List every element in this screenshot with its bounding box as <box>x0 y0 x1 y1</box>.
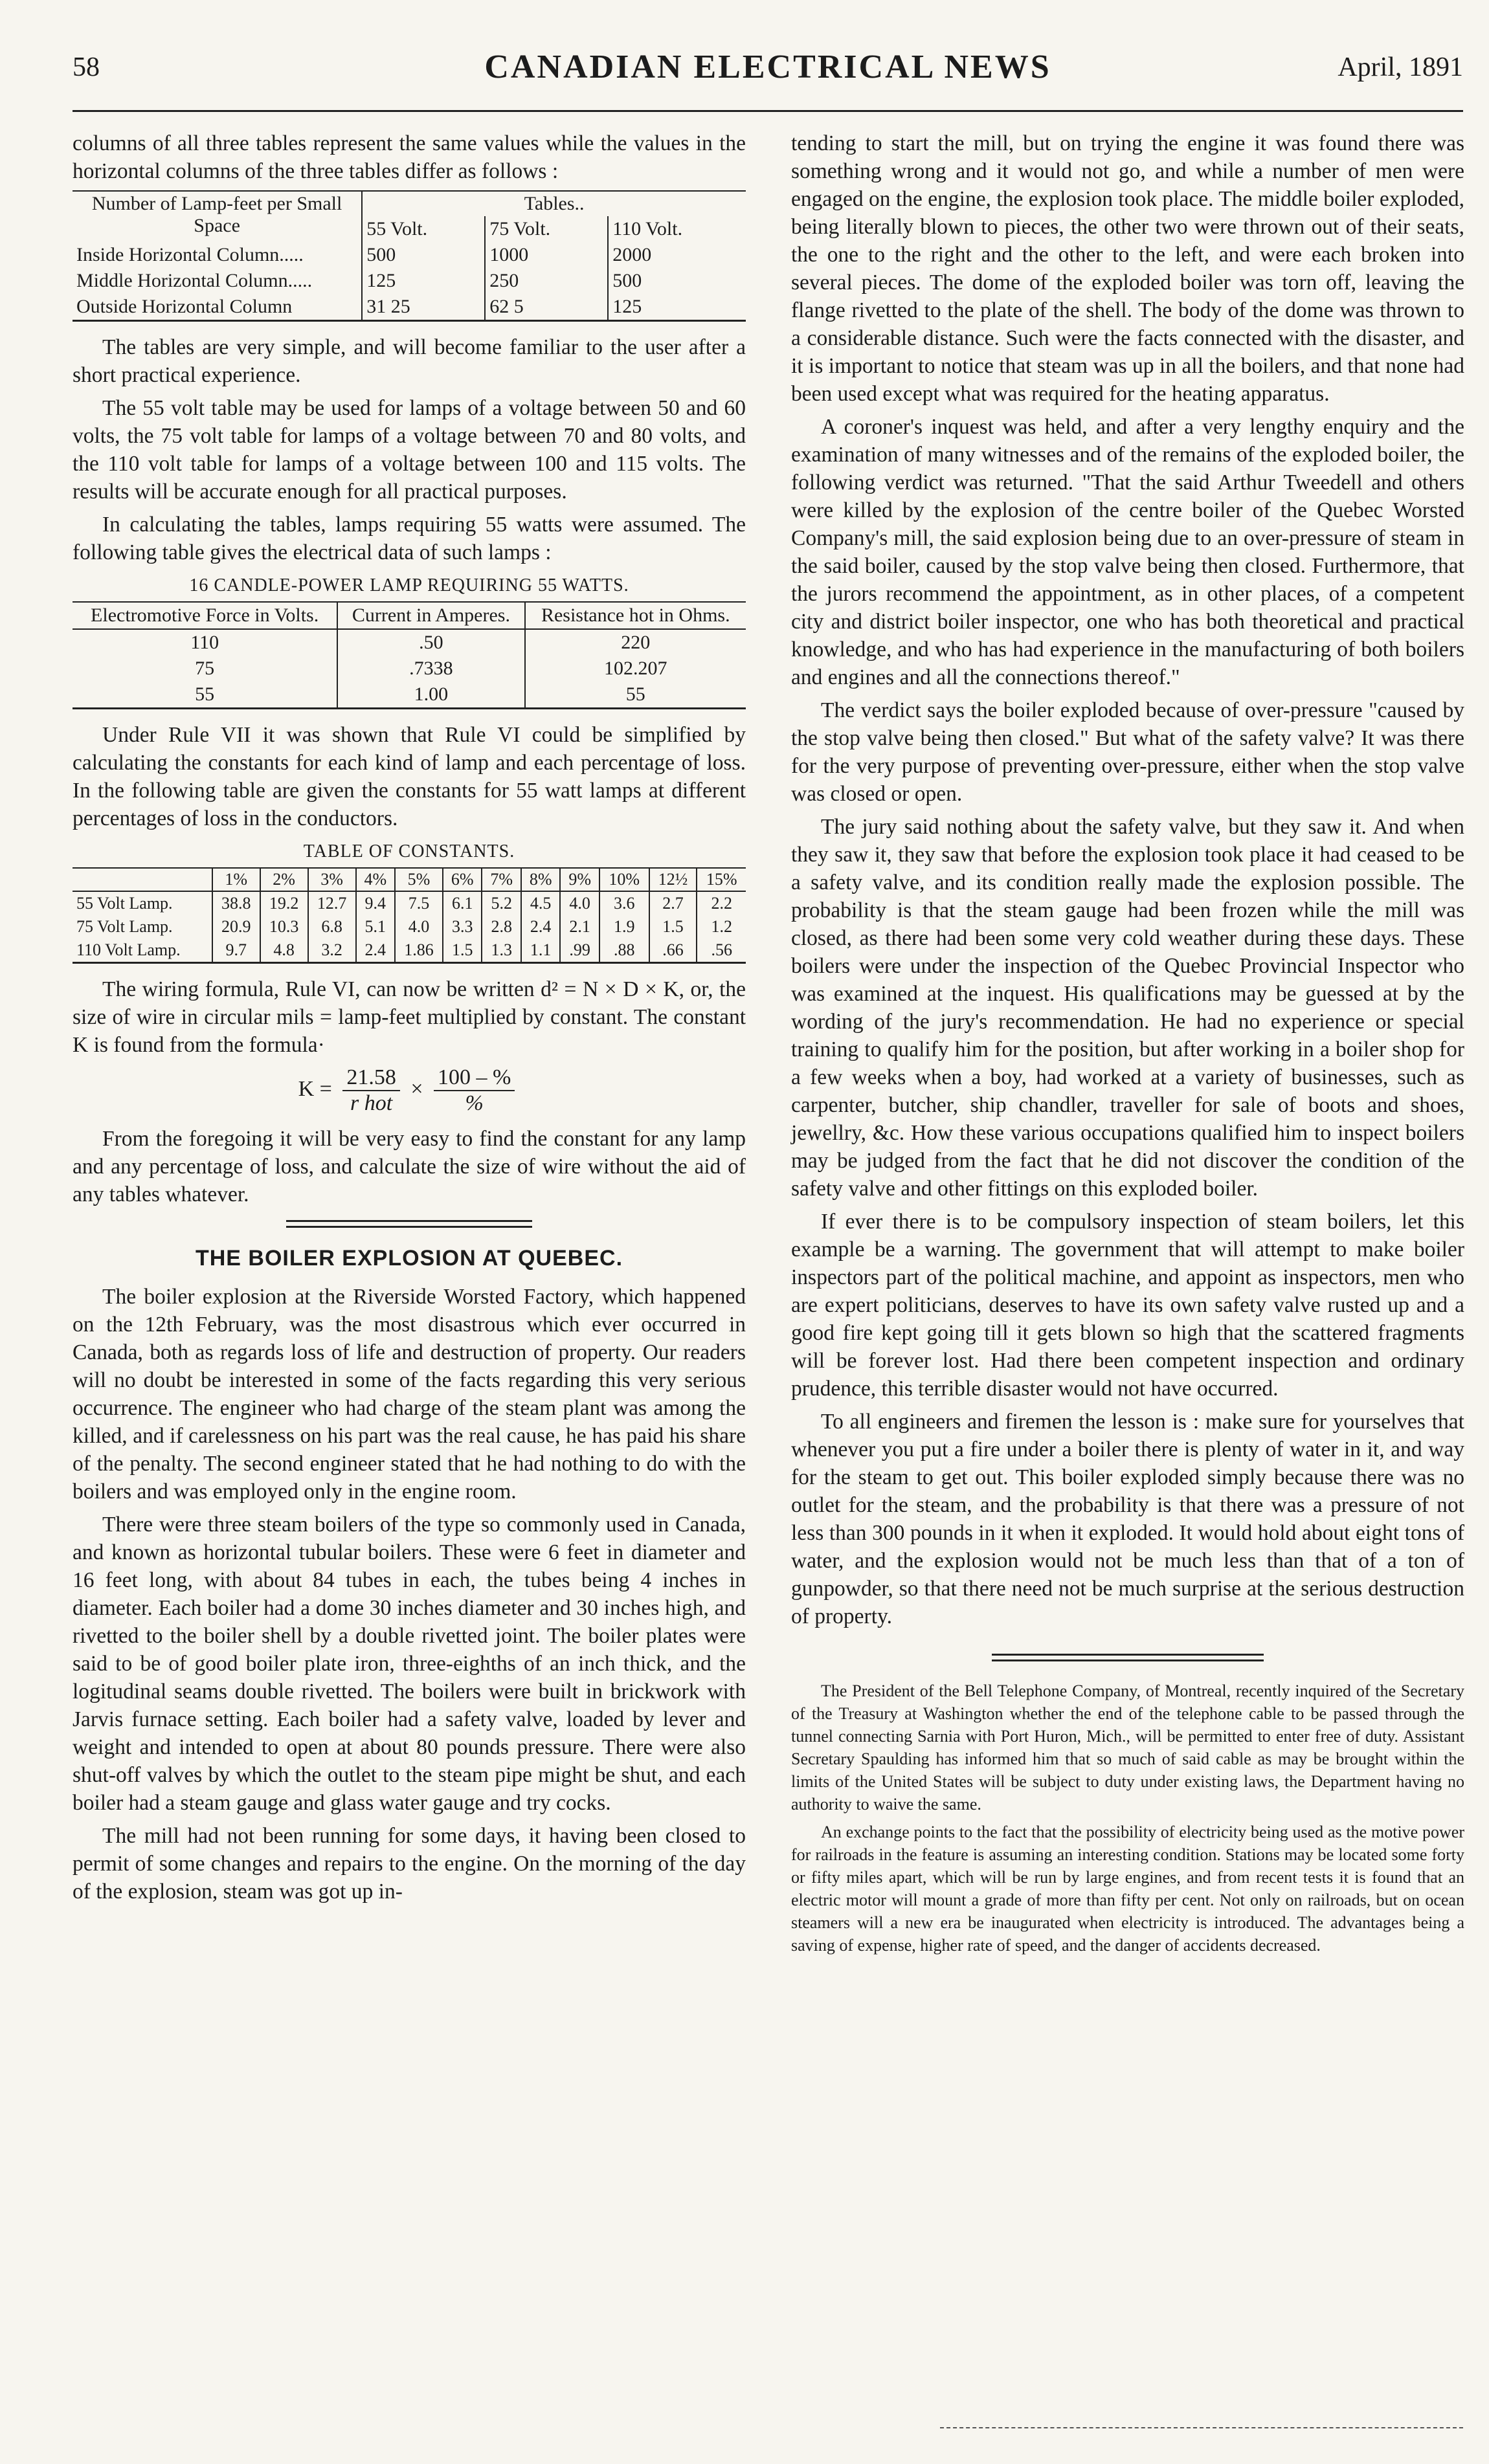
table-cell: 2000 <box>608 242 746 268</box>
table-cell: 102.207 <box>525 656 746 682</box>
table-cell: 55 <box>525 682 746 709</box>
table-cell: 4.8 <box>260 938 308 963</box>
times-sign: × <box>410 1076 423 1101</box>
constant-formula <box>73 1065 746 1116</box>
table-cell: 3.3 <box>443 915 482 938</box>
newspaper-page <box>73 39 1463 2447</box>
table-cell: 125 <box>362 268 485 294</box>
volt-header: 110 Volt. <box>608 216 746 242</box>
table-cell: 6.1 <box>443 891 482 915</box>
table-cell: 38.8 <box>212 891 260 915</box>
fraction <box>434 1065 515 1116</box>
table-cell: 2.7 <box>649 891 697 915</box>
paragraph: columns of all three tables represent the same values while the values in the horizontal columns of the three tables differ as follows : <box>73 131 746 183</box>
table-header-cell: 10% <box>599 868 649 891</box>
numerator: 100 – % <box>434 1065 515 1091</box>
table-header-cell: Number of Lamp-feet per Small Space <box>73 191 362 242</box>
lamp-data-table <box>73 601 746 709</box>
table-cell: 20.9 <box>212 915 260 938</box>
section-divider <box>286 1220 532 1228</box>
row-label: Outside Horizontal Column <box>73 294 362 321</box>
table-cell: 3.6 <box>599 891 649 915</box>
paragraph: The wiring formula, Rule VI, can now be written d² = N × D × K, or, the size of wire in circular mils = lamp-feet multiplied by constant. The constant K is found from the formula· <box>73 977 746 1057</box>
table-row <box>73 629 746 656</box>
table-row <box>73 915 746 938</box>
news-note: An exchange points to the fact that the possibility of electricity being used as the motive power for railroads in the feature is assuming an interesting condition. Stations may be located some forty or fifty miles apart, which will be run by large engines, and from recent tests it is found that an electric motor will mount a grade of more than fifty per cent. Not only on railroads, but on ocean steamers will a new era be inaugurated when electricity is introduced. The advantages being a saving of expense, higher rate of speed, and the danger of accidents decreased. <box>791 1823 1464 1955</box>
table-header-cell: 7% <box>482 868 521 891</box>
fraction <box>342 1065 400 1116</box>
paragraph: If ever there is to be compulsory inspection of steam boilers, let this example be a warning. The government that will attempt to make boiler inspectors part of the political machine, and appoint as inspectors, men who are expert politicians, deserves to have its own safety valve rusted up and a good fire kept going till it gets blown so high that the scattered fragments will be forever lost. Had there been competent inspection and ordinary prudence, this terrible disaster would not have occurred. <box>791 1210 1464 1401</box>
row-label: 55 Volt Lamp. <box>76 894 173 913</box>
table-cell: 2.4 <box>521 915 560 938</box>
table-cell: 500 <box>608 268 746 294</box>
table-header-cell: 1% <box>212 868 260 891</box>
table-header-cell: 6% <box>443 868 482 891</box>
table-header-cell: Current in Amperes. <box>337 602 524 629</box>
table-header-cell <box>73 868 212 891</box>
table-header-cell: 3% <box>308 868 356 891</box>
paragraph: The jury said nothing about the safety valve, but they saw it. And when they saw it, they saw that before the explosion took place it had ceased to be a safety valve, and its condition really made the explosion possible. The probability is that the steam gauge had been frozen while the mill was closed, as there had been some very cold weather during these days. These boilers were under the inspection of the Quebec Provincial Inspector who was examined at the inquest. His qualifications may be guessed at by the wording of the jury's recommendation. He had no experience or special training to qualify him for the position, but after working in a boiler shop for a few weeks when a boy, had worked at a variety of businesses, such as carpenter, butcher, ship chandler, traveller for sale of boots and shoes, jewellry, &c. How these various occupations qualified him to inspect boilers may be judged from the fact that he did not discover the condition of the safety valve and other fittings on this exploded boiler. <box>791 815 1464 1201</box>
paragraph: From the foregoing it will be very easy to find the constant for any lamp and any percentage of loss, and calculate the size of wire without the aid of any tables whatever. <box>73 1127 746 1206</box>
table-header-cell: Resistance hot in Ohms. <box>525 602 746 629</box>
table-cell: 1.86 <box>395 938 443 963</box>
table-row <box>73 656 746 682</box>
denominator: % <box>465 1091 484 1115</box>
table-cell: .56 <box>697 938 746 963</box>
paragraph: To all engineers and firemen the lesson is : make sure for yourselves that whenever you put a fire under a boiler there is plenty of water in it, and way for the steam to get out. This boiler exploded simply because there was no outlet for the steam, and the probability is that there was a pressure of not less than 300 pounds in it when it exploded. It would hold about eight tons of water, and the explosion would not be much less than that of a ton of gunpowder, so that there need not be much surprise at the serious destruction of property. <box>791 1410 1464 1628</box>
table-row <box>73 242 746 268</box>
news-notes <box>791 1680 1464 1957</box>
table-caption: 16 CANDLE-POWER LAMP REQUIRING 55 WATTS. <box>189 575 629 595</box>
paragraph: The tables are very simple, and will become familiar to the user after a short practical experience. <box>73 335 746 387</box>
volt-header: 75 Volt. <box>485 216 608 242</box>
table-cell: 19.2 <box>260 891 308 915</box>
footer-rule <box>940 2427 1463 2428</box>
table-cell: .50 <box>337 629 524 656</box>
table-row <box>73 891 746 915</box>
paragraph: The boiler explosion at the Riverside Worsted Factory, which happened on the 12th February, was the most disastrous which ever occurred in Canada, both as regards loss of life and destruction of property. Our readers will no doubt be interested in some of the facts regarding this very serious occurrence. The engineer who had charge of the steam plant was among the killed, and if carelessness on his part was the real cause, he has paid his share of the penalty. The second engineer stated that he had nothing to do with the boilers and was employed only in the engine room. <box>73 1285 746 1504</box>
row-label: 110 Volt Lamp. <box>73 938 212 963</box>
table-cell: 4.5 <box>521 891 560 915</box>
news-note: The President of the Bell Telephone Company, of Montreal, recently inquired of the Secretary of the Treasury at Washington whether the end of the telephone cable to be passed through the tunnel connecting Sarnia with Port Huron, Mich., will be permitted to enter free of duty. Assistant Secretary Spaulding has informed him that so much of said cable as may be brought within the limits of the United States will be subject to duty under existing laws, the Department having no authority to waive the same. <box>791 1682 1464 1814</box>
paragraph: The verdict says the boiler exploded because of over-pressure "caused by the stop valve being then closed." But what of the safety valve? It was there for the very purpose of preventing over-pressure, either when the stop valve was closed or open. <box>791 698 1464 806</box>
table-header-cell: Electromotive Force in Volts. <box>73 602 337 629</box>
masthead-title: CANADIAN ELECTRICAL NEWS <box>484 49 1051 85</box>
table-header-cell: Tables.. <box>362 191 746 216</box>
table-cell: .99 <box>560 938 599 963</box>
table-cell: 31 25 <box>362 294 485 321</box>
table-cell: 3.2 <box>308 938 356 963</box>
table-header-cell: 8% <box>521 868 560 891</box>
table-row <box>73 268 746 294</box>
table-cell: 5.2 <box>482 891 521 915</box>
paragraph: In calculating the tables, lamps requiring 55 watts were assumed. The following table gives the electrical data of such lamps : <box>73 513 746 564</box>
table-row <box>73 938 746 963</box>
section-divider <box>992 1654 1264 1661</box>
table-cell: 1.9 <box>599 915 649 938</box>
right-column <box>791 129 1464 1962</box>
table-header-cell: 9% <box>560 868 599 891</box>
table-cell: 1.3 <box>482 938 521 963</box>
table-cell: 75 <box>195 658 215 679</box>
row-label: 75 Volt Lamp. <box>76 917 173 936</box>
table-cell: 9.7 <box>212 938 260 963</box>
table-cell: 9.4 <box>356 891 395 915</box>
table-cell: 2.2 <box>697 891 746 915</box>
page-number: 58 <box>73 52 100 82</box>
table-header-cell: 15% <box>697 868 746 891</box>
table-header-cell: 12½ <box>649 868 697 891</box>
left-column <box>73 129 746 1911</box>
volt-header: 55 Volt. <box>362 216 485 242</box>
table-cell: 1.1 <box>521 938 560 963</box>
paragraph: A coroner's inquest was held, and after a very lengthy enquiry and the examination of many witnesses and of the remains of the exploded boiler, the following verdict was returned. "That the said Arthur Tweedell and others were killed by the explosion of the centre boiler of the Quebec Worsted Company's mill, the said explosion being due to an over-pressure of steam in the said boiler, caused by the stop valve being then closed. Furthermore, that the jurors recommend the appointment, as in other places, of a competent city and district boiler inspector, one who has both theoretical and practical knowledge, and who has had experience in the manufacturing of both boilers and engines and all the connections thereof." <box>791 415 1464 689</box>
table-cell: 125 <box>608 294 746 321</box>
table-header-cell: 5% <box>395 868 443 891</box>
table-cell: 4.0 <box>395 915 443 938</box>
table-cell: 1.2 <box>697 915 746 938</box>
table-cell: 500 <box>362 242 485 268</box>
numerator: 21.58 <box>342 1065 400 1091</box>
table-header-cell: 2% <box>260 868 308 891</box>
table-cell: 4.0 <box>560 891 599 915</box>
issue-date: April, 1891 <box>1338 52 1463 82</box>
table-cell: 1.5 <box>649 915 697 938</box>
paragraph: Under Rule VII it was shown that Rule VI could be simplified by calculating the constants for each kind of lamp and each percentage of loss. In the following table are given the constants for 55 watt lamps at different percentages of loss in the conductors. <box>73 723 746 830</box>
table-cell: 1000 <box>485 242 608 268</box>
table-header-cell: 4% <box>356 868 395 891</box>
table-cell: 55 <box>73 682 337 709</box>
paragraph: tending to start the mill, but on trying the engine it was found there was something wrong and it would not go, and while a number of men were engaged on the engine, the explosion took place. The middle boiler exploded, being literally blown to pieces, the other two were thrown out of their seats, the one to the right and the other to the left, and were each broken into several pieces. The dome of the exploded boiler was torn off, leaving the flange rivetted to the plate of the shell. The body of the dome was thrown to a considerable distance. Such were the facts connected with the disaster, and it is important to notice that steam was up in all the boilers, and that none had been used except what was required for the heating apparatus. <box>791 131 1464 406</box>
formula-lhs: K = <box>298 1076 332 1101</box>
constants-table <box>73 867 746 964</box>
table-cell: 6.8 <box>308 915 356 938</box>
table-row <box>73 682 746 709</box>
paragraph: The mill had not been running for some days, it having been closed to permit of some changes and repairs to the engine. On the morning of the day of the explosion, steam was got up in- <box>73 1824 746 1903</box>
table-cell: 110 <box>190 632 219 653</box>
table-cell: 12.7 <box>308 891 356 915</box>
lamp-feet-table <box>73 190 746 322</box>
table-cell: 220 <box>525 629 746 656</box>
row-label: Middle Horizontal Column..... <box>76 270 313 291</box>
table-cell: 2.4 <box>356 938 395 963</box>
paragraph: There were three steam boilers of the type so commonly used in Canada, and known as horizontal tubular boilers. These were 6 feet in diameter and 16 feet long, with about 84 tubes in each, the tubes being 4 inches in diameter. Each boiler had a dome 30 inches diameter and 30 inches high, and rivetted to the boiler shell by a double rivetted joint. The boiler plates were said to be of good boiler plate iron, three-eighths of an inch thick, and the logitudinal seams double rivetted. The boilers were built in brickwork with Jarvis furnace setting. Each boiler had a safety valve, loaded by lever and weight and intended to open at about 80 pounds pressure. There were also shut-off valves by which the outlet to the steam pipe might be shut, and each boiler had a steam gauge and glass water gauge and try cocks. <box>73 1513 746 1815</box>
paragraph: The 55 volt table may be used for lamps of a voltage between 50 and 60 volts, the 75 volt table for lamps of a voltage between 70 and 80 volts, and the 110 volt table for lamps of a voltage between 100 and 115 volts. The results will be accurate enough for all practical purposes. <box>73 396 746 504</box>
running-header <box>73 39 1463 112</box>
table-caption: TABLE OF CONSTANTS. <box>303 841 515 861</box>
table-cell: .7338 <box>337 656 524 682</box>
table-cell: .88 <box>599 938 649 963</box>
table-cell: 1.00 <box>337 682 524 709</box>
table-cell: 62 5 <box>485 294 608 321</box>
table-row <box>73 294 746 321</box>
row-label: Inside Horizontal Column..... <box>76 244 304 265</box>
table-cell: 250 <box>485 268 608 294</box>
table-cell: 2.8 <box>482 915 521 938</box>
table-cell: 7.5 <box>395 891 443 915</box>
table-cell: .66 <box>649 938 697 963</box>
denominator: r hot <box>350 1091 393 1115</box>
table-cell: 2.1 <box>560 915 599 938</box>
table-cell: 5.1 <box>356 915 395 938</box>
article-title: THE BOILER EXPLOSION AT QUEBEC. <box>195 1246 623 1271</box>
table-cell: 1.5 <box>443 938 482 963</box>
table-cell: 10.3 <box>260 915 308 938</box>
